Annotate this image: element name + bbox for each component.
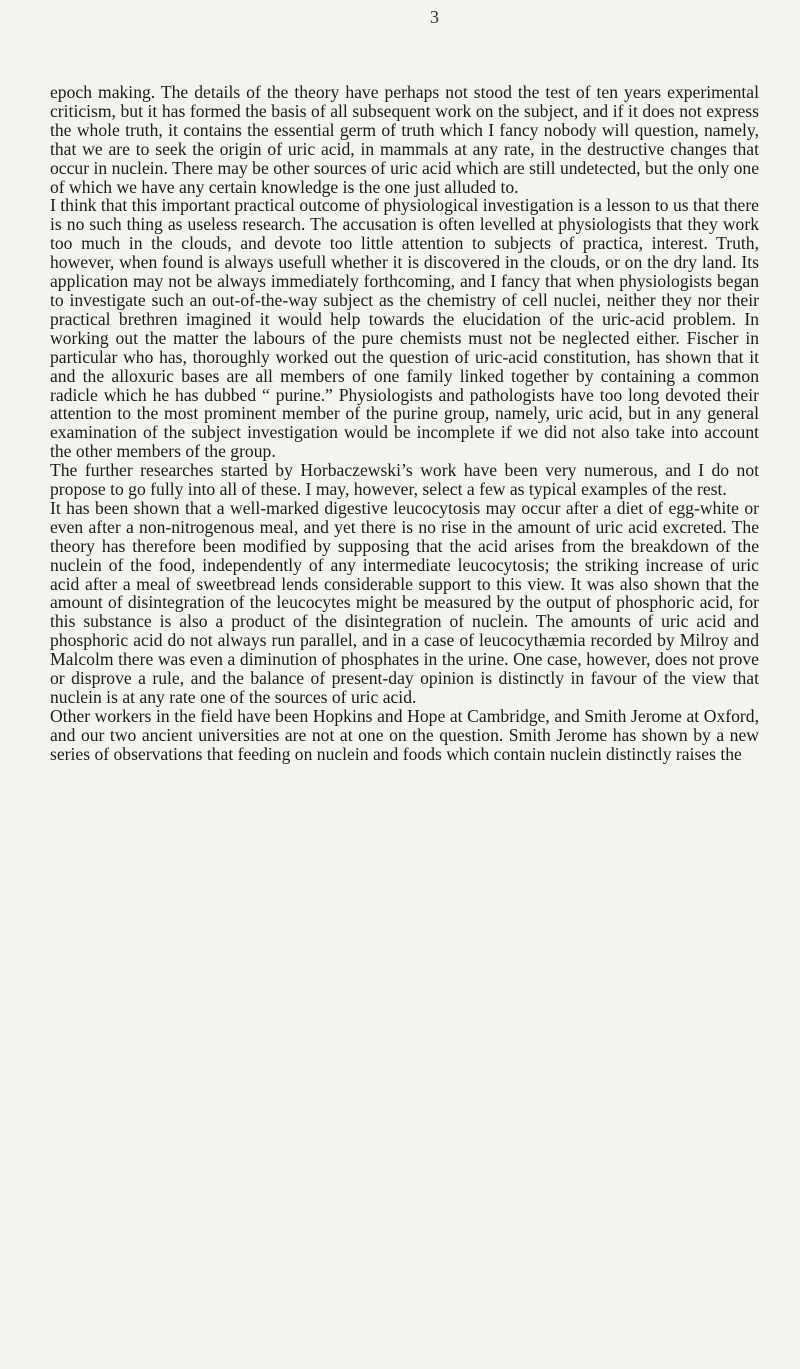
paragraph: It has been shown that a well-marked digestive leucocytosis may occur after a diet of egg-white or even after a non-nitrogenous meal, and yet there is no rise in the amount of uric acid excreted. The theory has therefore been modified by supposing that the acid arises from the breakdown of the nuclein of the food, independently of any intermediate leucocytosis; the striking increase of uric acid after a meal of sweetbread lends considerable support to this view. It was also shown that the amount of disintegration of the leucocytes might be measured by the output of phosphoric acid, for this substance is also a product of the disintegration of nuclein. The amounts of uric acid and phosphoric acid do not always run parallel, and in a case of leucocythæmia recorded by Milroy and Malcolm there was even a diminution of phosphates in the urine. One case, however, does not prove or disprove a rule, and the balance of present-day opinion is distinctly in favour of the view that nuclein is at any rate one of the sources of uric acid. [50, 497, 759, 707]
paragraph: The further researches started by Horbaczewski’s work have been very numerous, and I do not propose to go fully into all of these. I may, however, select a few as typical examples of the rest. [50, 460, 759, 500]
paragraph: Other workers in the field have been Hopkins and Hope at Cambridge, and Smith Jerome at Oxford, and our two ancient universities are not at one on the question. Smith Jerome has shown by a new series of observations that feeding on nuclein and foods which contain nuclein distinctly raises the [50, 705, 759, 764]
paragraph: I think that this important practical outcome of physiological investigation is a lesson to us that there is no such thing as useless research. The accusation is often levelled at physiologists that they work too much in the clouds, and devote too little attention to subjects of practica, interest. Truth, however, when found is always usefull whether it is discovered in the clouds, or on the dry land. Its application may not be always immediately forthcoming, and I fancy that when physiologists began to investigate such an out-of-the-way subject as the chemistry of cell nuclei, neither they nor their practical brethren imagined it would help towards the elucidation of the uric-acid problem. In working out the matter the labours of the pure chemists must not be neglected either. Fischer in particular who has, thoroughly worked out the question of uric-acid constitution, has shown that it and the alloxuric bases are all members of one family linked together by containing a common radicle which he has dubbed “ purine.” Physiologists and pathologists have too long devoted their attention to the most prominent member of the purine group, namely, uric acid, but in any general examination of the subject investigation would be incomplete if we did not also take into account the other members of the group. [50, 195, 759, 462]
body-text [50, 83, 759, 764]
document-page [50, 0, 759, 764]
paragraph: epoch making. The details of the theory have perhaps not stood the test of ten years experimental criticism, but it has formed the basis of all subsequent work on the subject, and if it does not express the whole truth, it contains the essential germ of truth which I fancy nobody will question, namely, that we are to seek the origin of uric acid, in mammals at any rate, in the destructive changes that occur in nuclein. There may be other sources of uric acid which are still undetected, but the only one of which we have any certain knowledge is the one just alluded to. [50, 82, 759, 197]
page-number: 3 [430, 7, 439, 27]
